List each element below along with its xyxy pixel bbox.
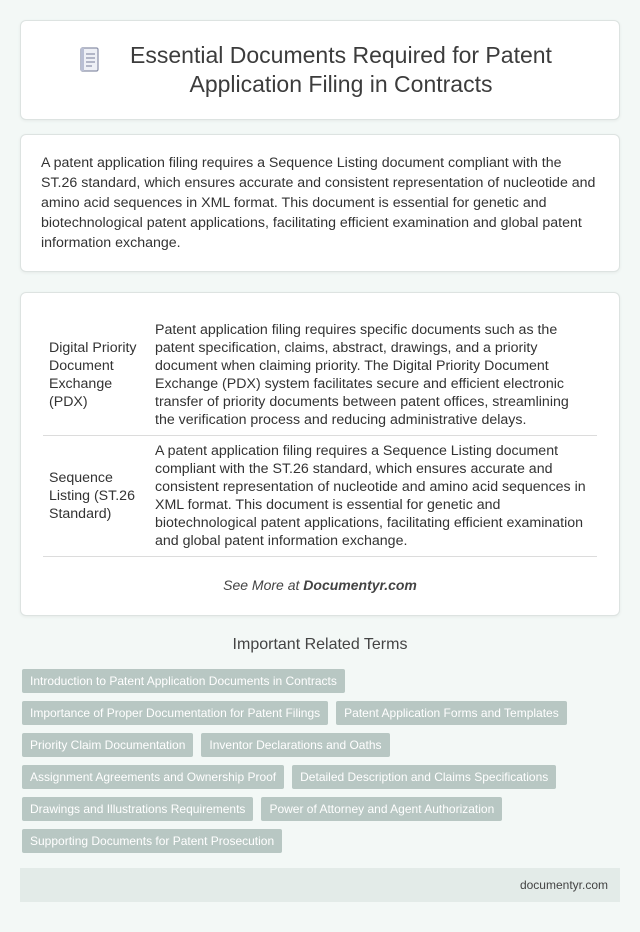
related-tag[interactable]: Detailed Description and Claims Specifications	[292, 765, 556, 789]
title-card	[20, 20, 620, 120]
related-tag[interactable]: Introduction to Patent Application Documents in Contracts	[22, 669, 345, 693]
table-description: A patent application filing requires a Sequence Listing document compliant with the ST.26 standard, which ensures accurate and consistent representation of nucleotide and amino acid sequences in XML format. This document is essential for genetic and biotechnological patent applications, facilitating efficient examination and global patent information exchange.	[149, 436, 597, 557]
summary-card	[20, 134, 620, 272]
related-tag[interactable]: Priority Claim Documentation	[22, 733, 193, 757]
table-card	[20, 292, 620, 616]
see-more-link[interactable]	[21, 577, 619, 593]
footer	[20, 868, 620, 902]
related-tag[interactable]: Inventor Declarations and Oaths	[201, 733, 389, 757]
table-term: Sequence Listing (ST.26 Standard)	[43, 436, 149, 557]
related-tag[interactable]: Drawings and Illustrations Requirements	[22, 797, 253, 821]
related-tags	[22, 669, 612, 861]
table-row	[43, 436, 597, 557]
table-term: Digital Priority Document Exchange (PDX)	[43, 315, 149, 436]
related-terms-title: Important Related Terms	[232, 636, 408, 653]
see-more-site: Documentyr.com	[303, 577, 417, 593]
related-tag[interactable]: Importance of Proper Documentation for Patent Filings	[22, 701, 328, 725]
related-tag[interactable]: Power of Attorney and Agent Authorization	[261, 797, 502, 821]
table-row	[43, 315, 597, 436]
footer-site-link[interactable]: documentyr.com	[519, 878, 608, 892]
table-description: Patent application filing requires specific documents such as the patent specification, claims, abstract, drawings, and a priority document when claiming priority. The Digital Priority Document Exchange (PDX) system facilitates secure and efficient electronic transfer of priority documents between patent offices, streamlining the verification process and reducing administrative delays.	[149, 315, 597, 436]
page-title: Essential Documents Required for Patent Application Filing in Contracts	[130, 42, 552, 97]
see-more-prefix: See More at	[223, 577, 300, 593]
document-icon	[79, 47, 101, 73]
related-tag[interactable]: Patent Application Forms and Templates	[336, 701, 567, 725]
document-table	[43, 315, 597, 557]
related-tag[interactable]: Assignment Agreements and Ownership Proof	[22, 765, 284, 789]
summary-text: A patent application filing requires a Sequence Listing document compliant with the ST.26 standard, which ensures accurate and consistent representation of nucleotide and amino acid sequences in XML format. This document is essential for genetic and biotechnological patent applications, facilitating efficient examination and global patent information exchange.	[41, 155, 596, 251]
related-tag[interactable]: Supporting Documents for Patent Prosecution	[22, 829, 282, 853]
